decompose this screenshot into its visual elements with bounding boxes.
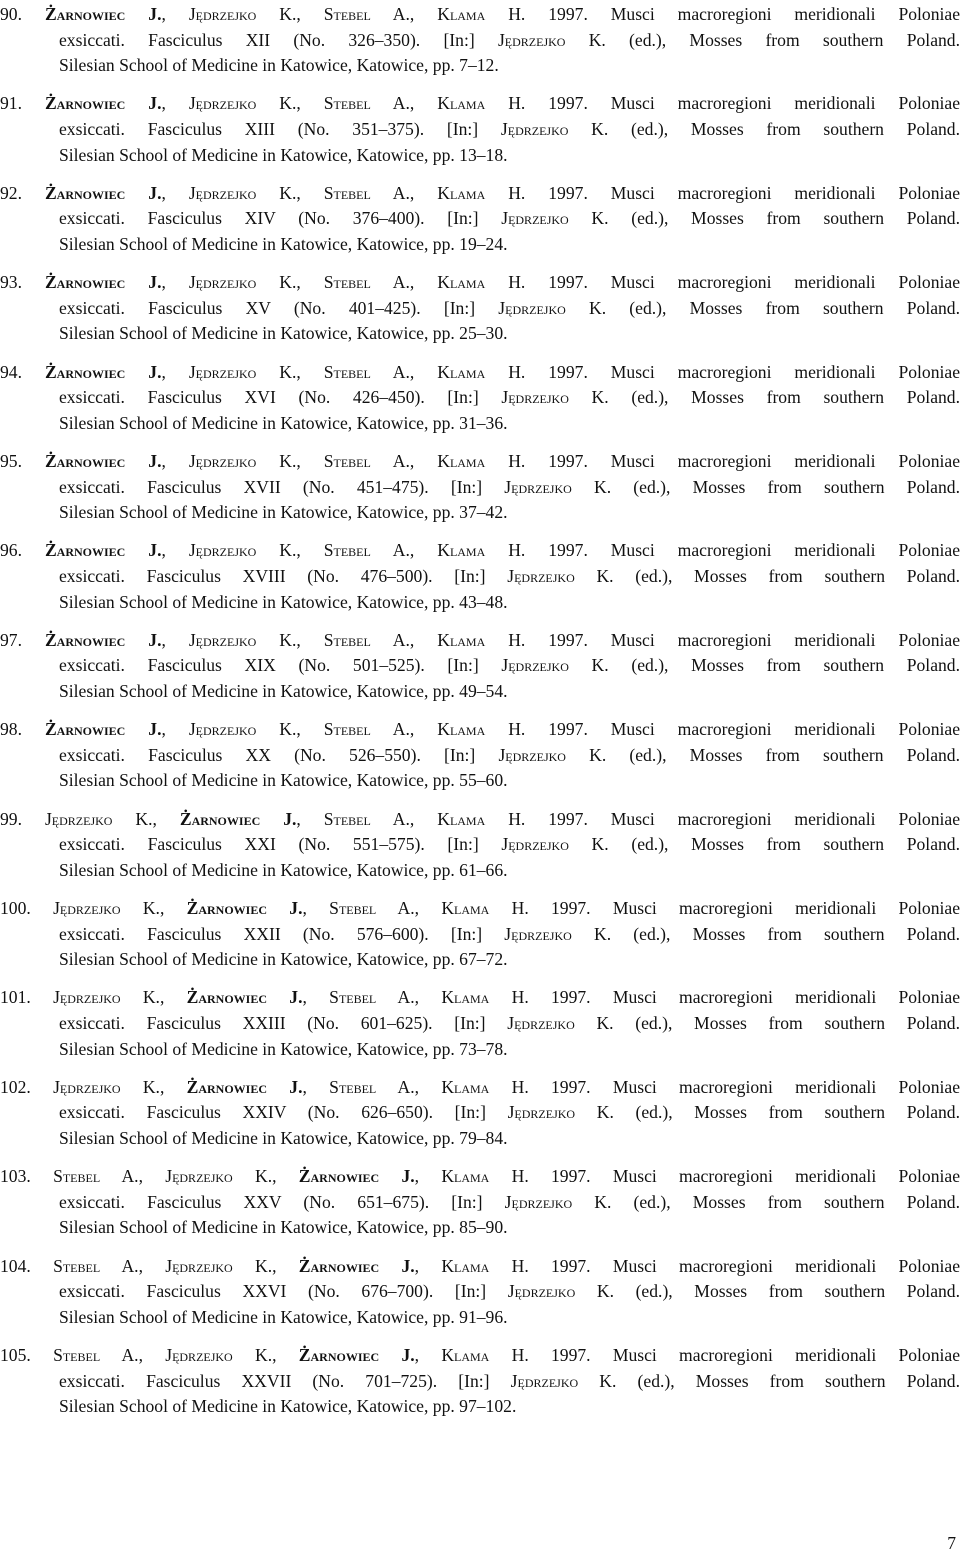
reference-line-1: 103. Stebel A., Jędrzejko K., Żarnowiec J., Klama H. 1997. Musci macroregioni meridionali Poloniae — [0, 1166, 960, 1187]
editor-surname: Jędrzejko — [507, 1281, 576, 1302]
editor-surname: Jędrzejko — [501, 387, 569, 408]
reference-number: 92. — [0, 182, 22, 203]
publisher-pages: Silesian School of Medicine in Katowice, Katowice, pp. 97–102. — [59, 1396, 517, 1417]
author-surname: Klama — [437, 808, 486, 829]
author-surname: Jędrzejko — [53, 987, 121, 1008]
author-initial: K. — [279, 272, 297, 293]
publisher-pages: Silesian School of Medicine in Katowice, Katowice, pp. 73–78. — [59, 1038, 508, 1059]
fascicle-info: exsiccati. Fasciculus XXII (No. 576–600). [In:] — [59, 923, 505, 944]
author-surname: Żarnowiec — [44, 272, 126, 293]
editor-surname: Jędrzejko — [501, 834, 569, 855]
author-surname: Jędrzejko — [44, 808, 113, 829]
author-initial: K. — [279, 182, 297, 203]
author-initial: J. — [289, 1076, 303, 1097]
book-title: K. (ed.), Mosses from southern Poland. — [565, 744, 960, 765]
reference-title-start: 1997. Musci macroregioni meridionali Poloniae — [525, 629, 960, 650]
author-surname: Stebel — [323, 93, 371, 114]
reference-line-2 — [59, 1279, 960, 1305]
fascicle-info: exsiccati. Fasciculus XXVII (No. 701–725). [In:] — [59, 1370, 511, 1391]
author-surname: Klama — [437, 361, 486, 382]
author-surname: Żarnowiec — [179, 808, 261, 829]
author-initial: A. — [121, 1345, 139, 1365]
reference-line-1: 93. Żarnowiec J., Jędrzejko K., Stebel A., Klama H. 1997. Musci macroregioni meridionali Poloniae — [0, 272, 960, 293]
reference-title-start: 1997. Musci macroregioni meridionali Poloniae — [525, 272, 960, 293]
fascicle-info: exsiccati. Fasciculus XXIV (No. 626–650). [In:] — [59, 1102, 508, 1123]
reference-line-2 — [59, 1011, 960, 1037]
author-initial: J. — [148, 272, 162, 293]
reference-line-2 — [59, 564, 960, 590]
reference-entry — [0, 628, 960, 705]
reference-number: 93. — [0, 272, 22, 293]
author-initial: H. — [508, 808, 526, 829]
reference-line-2 — [59, 653, 960, 679]
author-initial: A. — [392, 629, 410, 650]
publisher-pages: Silesian School of Medicine in Katowice, Katowice, pp. 79–84. — [59, 1127, 508, 1148]
reference-line-2 — [59, 206, 960, 232]
reference-title-start: 1997. Musci macroregioni meridionali Poloniae — [525, 93, 960, 114]
author-surname: Stebel — [323, 719, 371, 740]
author-surname: Klama — [437, 451, 486, 471]
author-surname: Żarnowiec — [186, 898, 268, 918]
author-initial: A. — [397, 987, 415, 1008]
reference-entry — [0, 896, 960, 973]
publisher-pages: Silesian School of Medicine in Katowice, Katowice, pp. 13–18. — [59, 144, 508, 165]
reference-number: 102. — [0, 1076, 31, 1097]
author-surname: Żarnowiec — [44, 182, 126, 203]
reference-line-2 — [59, 832, 960, 858]
reference-number: 100. — [0, 898, 31, 918]
book-title: K. (ed.), Mosses from southern Poland. — [565, 297, 960, 318]
reference-number: 97. — [0, 629, 22, 650]
author-initial: H. — [508, 272, 526, 293]
author-surname: Jędrzejko — [188, 272, 257, 293]
author-surname: Stebel — [323, 361, 371, 382]
reference-number: 98. — [0, 719, 22, 740]
author-initial: J. — [283, 808, 297, 829]
author-initial: H. — [511, 1255, 529, 1276]
fascicle-info: exsiccati. Fasciculus XXVI (No. 676–700). [In:] — [59, 1281, 508, 1302]
author-initial: K. — [255, 1166, 273, 1187]
reference-title-start: 1997. Musci macroregioni meridionali Poloniae — [525, 451, 960, 471]
author-surname: Stebel — [53, 1345, 101, 1365]
reference-title-start: 1997. Musci macroregioni meridionali Poloniae — [528, 987, 960, 1008]
reference-line-2 — [59, 743, 960, 769]
editor-surname: Jędrzejko — [498, 297, 566, 318]
author-initial: A. — [392, 182, 410, 203]
reference-line-2 — [59, 28, 960, 54]
publisher-pages: Silesian School of Medicine in Katowice, Katowice, pp. 61–66. — [59, 859, 508, 880]
author-initial: H. — [508, 182, 526, 203]
author-surname: Klama — [437, 629, 486, 650]
author-initial: K. — [142, 898, 160, 918]
reference-entry — [0, 538, 960, 615]
reference-entry — [0, 449, 960, 526]
author-surname: Żarnowiec — [298, 1166, 380, 1187]
editor-surname: Jędrzejko — [507, 1102, 576, 1123]
author-initial: H. — [508, 361, 526, 382]
author-initial: K. — [279, 540, 297, 561]
publisher-pages: Silesian School of Medicine in Katowice, Katowice, pp. 49–54. — [59, 680, 508, 701]
author-initial: K. — [135, 808, 153, 829]
author-initial: J. — [289, 898, 303, 918]
author-surname: Jędrzejko — [165, 1166, 233, 1187]
author-surname: Jędrzejko — [165, 1345, 233, 1365]
fascicle-info: exsiccati. Fasciculus XII (No. 326–350). [In:] — [59, 29, 498, 50]
author-surname: Stebel — [323, 451, 371, 471]
reference-line-2 — [59, 117, 960, 143]
reference-title-start: 1997. Musci macroregioni meridionali Poloniae — [528, 898, 960, 918]
reference-title-start: 1997. Musci macroregioni meridionali Poloniae — [528, 1345, 960, 1365]
author-surname: Żarnowiec — [44, 361, 126, 382]
author-surname: Klama — [437, 93, 486, 114]
author-surname: Stebel — [329, 898, 377, 918]
author-initial: K. — [255, 1255, 273, 1276]
book-title: K. (ed.), Mosses from southern Poland. — [572, 1191, 960, 1212]
author-initial: A. — [392, 719, 410, 740]
publisher-pages: Silesian School of Medicine in Katowice, Katowice, pp. 91–96. — [59, 1306, 508, 1327]
reference-entry — [0, 1254, 960, 1331]
author-surname: Żarnowiec — [44, 93, 126, 114]
author-initial: H. — [508, 4, 526, 24]
publisher-pages: Silesian School of Medicine in Katowice, Katowice, pp. 85–90. — [59, 1217, 508, 1238]
publisher-pages: Silesian School of Medicine in Katowice, Katowice, pp. 55–60. — [59, 770, 508, 791]
author-initial: H. — [511, 1076, 529, 1097]
author-surname: Jędrzejko — [188, 540, 257, 561]
author-surname: Jędrzejko — [188, 93, 257, 114]
author-surname: Żarnowiec — [298, 1345, 380, 1365]
author-surname: Stebel — [323, 629, 371, 650]
reference-line-1: 94. Żarnowiec J., Jędrzejko K., Stebel A., Klama H. 1997. Musci macroregioni meridionali Poloniae — [0, 361, 960, 382]
reference-entry — [0, 1075, 960, 1152]
publisher-pages: Silesian School of Medicine in Katowice, Katowice, pp. 67–72. — [59, 949, 508, 970]
author-initial: J. — [148, 540, 162, 561]
publisher-pages: Silesian School of Medicine in Katowice, Katowice, pp. 25–30. — [59, 323, 508, 344]
reference-title-start: 1997. Musci macroregioni meridionali Poloniae — [528, 1166, 960, 1187]
author-surname: Klama — [441, 1345, 490, 1365]
book-title: K. (ed.), Mosses from southern Poland. — [571, 476, 960, 497]
author-surname: Klama — [441, 1166, 490, 1187]
author-surname: Stebel — [329, 1076, 377, 1097]
author-initial: K. — [142, 1076, 160, 1097]
author-initial: A. — [392, 4, 410, 24]
reference-line-1: 92. Żarnowiec J., Jędrzejko K., Stebel A., Klama H. 1997. Musci macroregioni meridionali Poloniae — [0, 182, 960, 203]
reference-number: 104. — [0, 1255, 31, 1276]
fascicle-info: exsiccati. Fasciculus XVII (No. 451–475). [In:] — [59, 476, 505, 497]
author-initial: A. — [392, 272, 410, 293]
reference-line-2 — [59, 1190, 960, 1216]
book-title: K. (ed.), Mosses from southern Poland. — [568, 118, 960, 139]
reference-line-1: 97. Żarnowiec J., Jędrzejko K., Stebel A., Klama H. 1997. Musci macroregioni meridionali Poloniae — [0, 629, 960, 650]
reference-title-start: 1997. Musci macroregioni meridionali Poloniae — [525, 182, 960, 203]
editor-surname: Jędrzejko — [504, 923, 572, 944]
reference-entry — [0, 985, 960, 1062]
author-initial: A. — [392, 451, 410, 471]
book-title: K. (ed.), Mosses from southern Poland. — [565, 29, 960, 50]
reference-title-start: 1997. Musci macroregioni meridionali Poloniae — [525, 540, 960, 561]
author-initial: H. — [508, 719, 526, 740]
author-initial: H. — [508, 540, 526, 561]
reference-line-2 — [59, 922, 960, 948]
reference-line-2 — [59, 1100, 960, 1126]
reference-line-1: 91. Żarnowiec J., Jędrzejko K., Stebel A., Klama H. 1997. Musci macroregioni meridionali Poloniae — [0, 93, 960, 114]
author-initial: A. — [392, 361, 410, 382]
publisher-pages: Silesian School of Medicine in Katowice, Katowice, pp. 31–36. — [59, 412, 508, 433]
author-initial: H. — [508, 629, 526, 650]
author-surname: Stebel — [323, 182, 371, 203]
author-initial: K. — [279, 361, 297, 382]
fascicle-info: exsiccati. Fasciculus XXI (No. 551–575). [In:] — [59, 834, 502, 855]
reference-entry — [0, 181, 960, 258]
book-title: K. (ed.), Mosses from southern Poland. — [575, 1102, 960, 1123]
author-initial: K. — [279, 719, 297, 740]
author-initial: J. — [401, 1166, 415, 1187]
reference-line-2 — [59, 296, 960, 322]
reference-title-start: 1997. Musci macroregioni meridionali Poloniae — [525, 808, 960, 829]
author-surname: Klama — [437, 540, 486, 561]
editor-surname: Jędrzejko — [500, 118, 569, 139]
editor-surname: Jędrzejko — [507, 565, 575, 586]
author-surname: Stebel — [323, 540, 371, 561]
reference-line-1: 104. Stebel A., Jędrzejko K., Żarnowiec J., Klama H. 1997. Musci macroregioni meridionali Poloniae — [0, 1255, 960, 1276]
reference-title-start: 1997. Musci macroregioni meridionali Poloniae — [528, 1076, 960, 1097]
author-initial: J. — [148, 451, 162, 471]
author-initial: K. — [279, 4, 297, 24]
editor-surname: Jędrzejko — [510, 1370, 579, 1391]
author-surname: Żarnowiec — [44, 540, 126, 561]
author-surname: Jędrzejko — [188, 719, 257, 740]
reference-line-1: 105. Stebel A., Jędrzejko K., Żarnowiec J., Klama H. 1997. Musci macroregioni meridionali Poloniae — [0, 1345, 960, 1365]
editor-surname: Jędrzejko — [497, 29, 566, 50]
fascicle-info: exsiccati. Fasciculus XIX (No. 501–525). [In:] — [59, 655, 502, 676]
fascicle-info: exsiccati. Fasciculus XIII (No. 351–375). [In:] — [59, 118, 501, 139]
author-initial: J. — [148, 93, 162, 114]
reference-number: 99. — [0, 808, 22, 829]
fascicle-info: exsiccati. Fasciculus XX (No. 526–550). [In:] — [59, 744, 499, 765]
book-title: K. (ed.), Mosses from southern Poland. — [568, 834, 960, 855]
author-initial: J. — [148, 182, 162, 203]
reference-line-1: 96. Żarnowiec J., Jędrzejko K., Stebel A., Klama H. 1997. Musci macroregioni meridionali Poloniae — [0, 540, 960, 561]
reference-number: 94. — [0, 361, 22, 382]
reference-number: 95. — [0, 451, 22, 471]
author-initial: A. — [397, 898, 415, 918]
book-title: K. (ed.), Mosses from southern Poland. — [568, 387, 960, 408]
author-surname: Klama — [441, 1255, 490, 1276]
publisher-pages: Silesian School of Medicine in Katowice, Katowice, pp. 7–12. — [59, 55, 499, 76]
reference-number: 91. — [0, 93, 22, 114]
author-surname: Żarnowiec — [44, 451, 126, 471]
author-initial: J. — [148, 629, 162, 650]
reference-entry — [0, 807, 960, 884]
author-surname: Stebel — [323, 272, 371, 293]
author-initial: J. — [148, 4, 162, 24]
author-surname: Jędrzejko — [188, 4, 257, 24]
author-surname: Żarnowiec — [186, 1076, 268, 1097]
reference-number: 96. — [0, 540, 22, 561]
fascicle-info: exsiccati. Fasciculus XXV (No. 651–675). [In:] — [59, 1191, 505, 1212]
book-title: K. (ed.), Mosses from southern Poland. — [568, 208, 960, 229]
author-initial: H. — [511, 898, 529, 918]
reference-line-1: 95. Żarnowiec J., Jędrzejko K., Stebel A., Klama H. 1997. Musci macroregioni meridionali Poloniae — [0, 451, 960, 471]
author-initial: J. — [401, 1255, 415, 1276]
reference-title-start: 1997. Musci macroregioni meridionali Poloniae — [525, 361, 960, 382]
editor-surname: Jędrzejko — [498, 744, 566, 765]
author-initial: A. — [121, 1255, 139, 1276]
page-number: 7 — [947, 1533, 956, 1553]
editor-surname: Jędrzejko — [504, 1191, 573, 1212]
editor-surname: Jędrzejko — [501, 655, 569, 676]
author-surname: Jędrzejko — [188, 361, 257, 382]
reference-number: 105. — [0, 1345, 31, 1365]
editor-surname: Jędrzejko — [504, 476, 572, 497]
reference-title-start: 1997. Musci macroregioni meridionali Poloniae — [525, 4, 960, 24]
author-surname: Jędrzejko — [188, 182, 257, 203]
author-surname: Żarnowiec — [298, 1255, 380, 1276]
author-surname: Klama — [437, 182, 486, 203]
author-surname: Klama — [441, 987, 490, 1008]
fascicle-info: exsiccati. Fasciculus XVI (No. 426–450). [In:] — [59, 387, 502, 408]
author-surname: Stebel — [53, 1255, 101, 1276]
author-surname: Jędrzejko — [53, 1076, 121, 1097]
author-initial: H. — [508, 93, 526, 114]
reference-title-start: 1997. Musci macroregioni meridionali Poloniae — [528, 1255, 960, 1276]
reference-line-2 — [59, 1369, 960, 1395]
reference-line-2 — [59, 385, 960, 411]
author-initial: A. — [121, 1166, 139, 1187]
reference-entry — [0, 1164, 960, 1241]
publisher-pages: Silesian School of Medicine in Katowice, Katowice, pp. 43–48. — [59, 591, 508, 612]
author-surname: Stebel — [329, 987, 377, 1008]
book-title: K. (ed.), Mosses from southern Poland. — [574, 1012, 960, 1033]
reference-entry — [0, 270, 960, 347]
author-surname: Stebel — [323, 4, 371, 24]
reference-number: 103. — [0, 1166, 31, 1187]
book-title: K. (ed.), Mosses from southern Poland. — [571, 923, 960, 944]
author-initial: J. — [289, 987, 303, 1008]
reference-title-start: 1997. Musci macroregioni meridionali Poloniae — [525, 719, 960, 740]
author-initial: H. — [511, 1166, 529, 1187]
author-surname: Żarnowiec — [44, 629, 126, 650]
author-surname: Żarnowiec — [44, 719, 126, 740]
author-surname: Jędrzejko — [188, 451, 257, 471]
reference-entry — [0, 717, 960, 794]
author-initial: A. — [392, 540, 410, 561]
reference-line-2 — [59, 475, 960, 501]
reference-line-1: 90. Żarnowiec J., Jędrzejko K., Stebel A., Klama H. 1997. Musci macroregioni meridionali Poloniae — [0, 4, 960, 24]
fascicle-info: exsiccati. Fasciculus XXIII (No. 601–625). [In:] — [59, 1012, 508, 1033]
reference-entry — [0, 91, 960, 168]
author-surname: Klama — [437, 719, 486, 740]
book-title: K. (ed.), Mosses from southern Poland. — [578, 1370, 960, 1391]
author-surname: Żarnowiec — [44, 4, 126, 24]
reference-line-1: 99. Jędrzejko K., Żarnowiec J., Stebel A., Klama H. 1997. Musci macroregioni meridionali Poloniae — [0, 808, 960, 829]
editor-surname: Jędrzejko — [501, 208, 569, 229]
reference-entry — [0, 1343, 960, 1420]
author-surname: Klama — [437, 272, 486, 293]
reference-number: 90. — [0, 4, 22, 24]
author-initial: K. — [255, 1345, 273, 1365]
author-surname: Klama — [441, 898, 490, 918]
author-initial: H. — [511, 1345, 529, 1365]
publisher-pages: Silesian School of Medicine in Katowice, Katowice, pp. 37–42. — [59, 502, 508, 523]
reference-line-1: 102. Jędrzejko K., Żarnowiec J., Stebel A., Klama H. 1997. Musci macroregioni meridionali Poloniae — [0, 1076, 960, 1097]
fascicle-info: exsiccati. Fasciculus XIV (No. 376–400). [In:] — [59, 208, 502, 229]
author-initial: A. — [392, 93, 410, 114]
book-title: K. (ed.), Mosses from southern Poland. — [574, 565, 960, 586]
author-surname: Klama — [441, 1076, 490, 1097]
author-surname: Stebel — [53, 1166, 101, 1187]
author-initial: J. — [148, 361, 162, 382]
author-surname: Jędrzejko — [188, 629, 257, 650]
author-initial: H. — [511, 987, 529, 1008]
author-initial: J. — [401, 1345, 415, 1365]
author-surname: Jędrzejko — [53, 898, 121, 918]
author-surname: Jędrzejko — [165, 1255, 233, 1276]
reference-entry — [0, 360, 960, 437]
author-surname: Stebel — [323, 808, 371, 829]
author-initial: J. — [148, 719, 162, 740]
author-surname: Żarnowiec — [186, 987, 268, 1008]
author-initial: H. — [508, 451, 526, 471]
author-initial: K. — [279, 451, 297, 471]
fascicle-info: exsiccati. Fasciculus XV (No. 401–425). [In:] — [59, 297, 499, 318]
reference-line-1: 100. Jędrzejko K., Żarnowiec J., Stebel A., Klama H. 1997. Musci macroregioni meridionali Poloniae — [0, 898, 960, 918]
reference-line-1: 98. Żarnowiec J., Jędrzejko K., Stebel A., Klama H. 1997. Musci macroregioni meridionali Poloniae — [0, 719, 960, 740]
book-title: K. (ed.), Mosses from southern Poland. — [568, 655, 960, 676]
editor-surname: Jędrzejko — [507, 1012, 575, 1033]
book-title: K. (ed.), Mosses from southern Poland. — [575, 1281, 960, 1302]
author-surname: Klama — [437, 4, 486, 24]
author-initial: A. — [397, 1076, 415, 1097]
reference-line-1: 101. Jędrzejko K., Żarnowiec J., Stebel A., Klama H. 1997. Musci macroregioni meridionali Poloniae — [0, 987, 960, 1008]
author-initial: K. — [279, 629, 297, 650]
fascicle-info: exsiccati. Fasciculus XVIII (No. 476–500). [In:] — [59, 565, 508, 586]
author-initial: K. — [279, 93, 297, 114]
publisher-pages: Silesian School of Medicine in Katowice, Katowice, pp. 19–24. — [59, 233, 508, 254]
reference-number: 101. — [0, 987, 31, 1008]
author-initial: K. — [142, 987, 160, 1008]
reference-entry — [0, 2, 960, 79]
author-initial: A. — [392, 808, 410, 829]
